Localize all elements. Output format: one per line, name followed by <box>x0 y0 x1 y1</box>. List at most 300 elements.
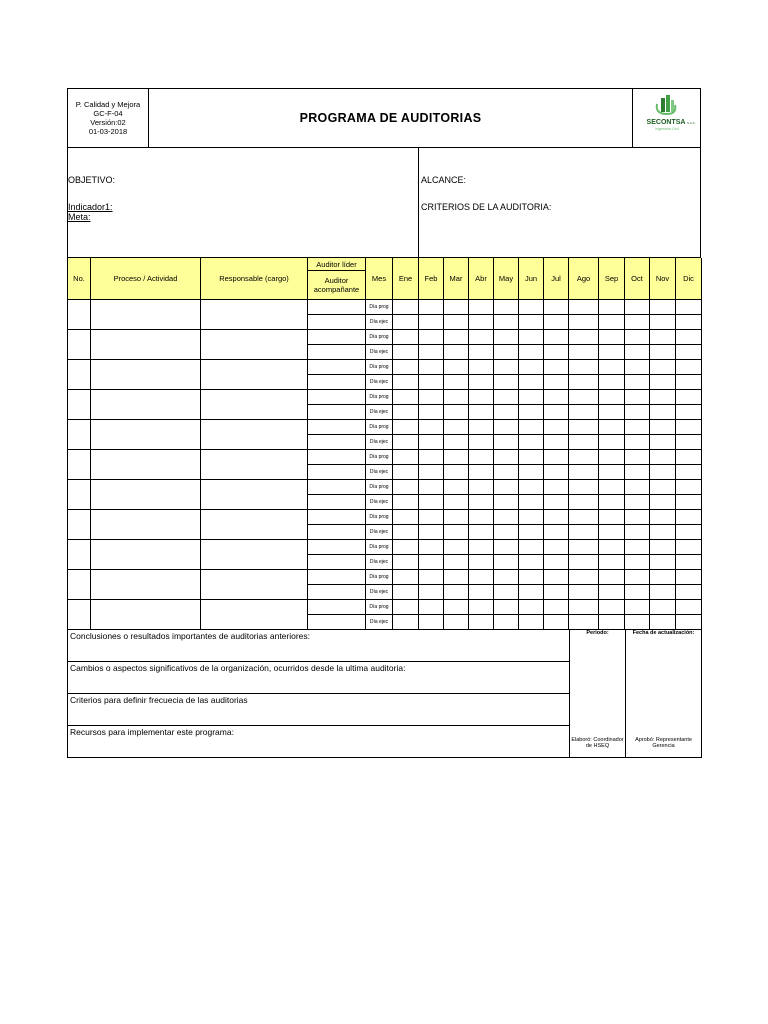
month-cell[interactable] <box>544 540 569 555</box>
month-cell[interactable] <box>519 555 544 570</box>
month-cell[interactable] <box>519 300 544 315</box>
month-cell[interactable] <box>625 330 650 345</box>
month-cell[interactable] <box>519 330 544 345</box>
month-cell[interactable] <box>469 510 494 525</box>
month-cell[interactable] <box>625 300 650 315</box>
auditor-acompanante-cell[interactable] <box>308 555 366 570</box>
month-cell[interactable] <box>599 540 625 555</box>
month-cell[interactable] <box>444 555 469 570</box>
month-cell[interactable] <box>494 555 519 570</box>
month-cell[interactable] <box>625 405 650 420</box>
proceso-cell[interactable] <box>91 450 201 480</box>
responsable-cell[interactable] <box>201 420 308 450</box>
month-cell[interactable] <box>676 585 702 600</box>
month-cell[interactable] <box>569 600 599 615</box>
month-cell[interactable] <box>676 390 702 405</box>
month-cell[interactable] <box>625 315 650 330</box>
month-cell[interactable] <box>444 495 469 510</box>
month-cell[interactable] <box>393 480 419 495</box>
month-cell[interactable] <box>419 570 444 585</box>
month-cell[interactable] <box>676 315 702 330</box>
responsable-cell[interactable] <box>201 600 308 630</box>
month-cell[interactable] <box>444 390 469 405</box>
month-cell[interactable] <box>676 450 702 465</box>
month-cell[interactable] <box>519 465 544 480</box>
month-cell[interactable] <box>444 360 469 375</box>
month-cell[interactable] <box>494 525 519 540</box>
auditor-lider-cell[interactable] <box>308 480 366 495</box>
auditor-acompanante-cell[interactable] <box>308 375 366 390</box>
month-cell[interactable] <box>569 555 599 570</box>
month-cell[interactable] <box>393 570 419 585</box>
month-cell[interactable] <box>469 390 494 405</box>
month-cell[interactable] <box>544 330 569 345</box>
month-cell[interactable] <box>393 420 419 435</box>
month-cell[interactable] <box>569 300 599 315</box>
month-cell[interactable] <box>419 435 444 450</box>
row-number-cell[interactable] <box>68 420 91 450</box>
month-cell[interactable] <box>676 525 702 540</box>
month-cell[interactable] <box>650 555 676 570</box>
month-cell[interactable] <box>676 540 702 555</box>
month-cell[interactable] <box>444 450 469 465</box>
month-cell[interactable] <box>650 345 676 360</box>
month-cell[interactable] <box>650 300 676 315</box>
month-cell[interactable] <box>544 390 569 405</box>
month-cell[interactable] <box>419 615 444 630</box>
month-cell[interactable] <box>494 585 519 600</box>
month-cell[interactable] <box>544 420 569 435</box>
month-cell[interactable] <box>599 315 625 330</box>
auditor-acompanante-cell[interactable] <box>308 465 366 480</box>
month-cell[interactable] <box>569 525 599 540</box>
auditor-acompanante-cell[interactable] <box>308 315 366 330</box>
month-cell[interactable] <box>444 465 469 480</box>
month-cell[interactable] <box>569 450 599 465</box>
proceso-cell[interactable] <box>91 300 201 330</box>
month-cell[interactable] <box>469 300 494 315</box>
month-cell[interactable] <box>676 480 702 495</box>
month-cell[interactable] <box>676 300 702 315</box>
month-cell[interactable] <box>393 555 419 570</box>
month-cell[interactable] <box>419 510 444 525</box>
month-cell[interactable] <box>469 600 494 615</box>
month-cell[interactable] <box>393 465 419 480</box>
month-cell[interactable] <box>599 360 625 375</box>
row-number-cell[interactable] <box>68 510 91 540</box>
month-cell[interactable] <box>676 375 702 390</box>
month-cell[interactable] <box>469 540 494 555</box>
month-cell[interactable] <box>650 465 676 480</box>
month-cell[interactable] <box>419 480 444 495</box>
month-cell[interactable] <box>676 570 702 585</box>
month-cell[interactable] <box>625 615 650 630</box>
month-cell[interactable] <box>494 360 519 375</box>
responsable-cell[interactable] <box>201 510 308 540</box>
month-cell[interactable] <box>599 600 625 615</box>
month-cell[interactable] <box>494 345 519 360</box>
auditor-lider-cell[interactable] <box>308 450 366 465</box>
month-cell[interactable] <box>444 435 469 450</box>
auditor-lider-cell[interactable] <box>308 540 366 555</box>
month-cell[interactable] <box>419 465 444 480</box>
month-cell[interactable] <box>569 465 599 480</box>
month-cell[interactable] <box>519 405 544 420</box>
month-cell[interactable] <box>625 555 650 570</box>
month-cell[interactable] <box>469 405 494 420</box>
month-cell[interactable] <box>650 405 676 420</box>
month-cell[interactable] <box>599 450 625 465</box>
month-cell[interactable] <box>393 585 419 600</box>
month-cell[interactable] <box>544 585 569 600</box>
month-cell[interactable] <box>519 510 544 525</box>
month-cell[interactable] <box>419 375 444 390</box>
row-number-cell[interactable] <box>68 390 91 420</box>
month-cell[interactable] <box>519 390 544 405</box>
month-cell[interactable] <box>676 465 702 480</box>
month-cell[interactable] <box>469 525 494 540</box>
month-cell[interactable] <box>650 315 676 330</box>
month-cell[interactable] <box>393 525 419 540</box>
row-number-cell[interactable] <box>68 360 91 390</box>
month-cell[interactable] <box>419 420 444 435</box>
month-cell[interactable] <box>519 435 544 450</box>
month-cell[interactable] <box>419 345 444 360</box>
month-cell[interactable] <box>676 435 702 450</box>
month-cell[interactable] <box>569 540 599 555</box>
cambios-field[interactable]: Cambios o aspectos significativos de la organización, ocurridos desde la ultima auditoria: <box>68 662 570 694</box>
month-cell[interactable] <box>544 465 569 480</box>
month-cell[interactable] <box>569 330 599 345</box>
month-cell[interactable] <box>494 420 519 435</box>
month-cell[interactable] <box>494 510 519 525</box>
proceso-cell[interactable] <box>91 390 201 420</box>
auditor-lider-cell[interactable] <box>308 390 366 405</box>
month-cell[interactable] <box>599 420 625 435</box>
month-cell[interactable] <box>599 570 625 585</box>
month-cell[interactable] <box>419 495 444 510</box>
responsable-cell[interactable] <box>201 360 308 390</box>
month-cell[interactable] <box>676 555 702 570</box>
month-cell[interactable] <box>569 570 599 585</box>
month-cell[interactable] <box>676 360 702 375</box>
month-cell[interactable] <box>393 405 419 420</box>
month-cell[interactable] <box>625 570 650 585</box>
month-cell[interactable] <box>494 615 519 630</box>
month-cell[interactable] <box>676 600 702 615</box>
responsable-cell[interactable] <box>201 540 308 570</box>
proceso-cell[interactable] <box>91 540 201 570</box>
month-cell[interactable] <box>494 330 519 345</box>
row-number-cell[interactable] <box>68 450 91 480</box>
month-cell[interactable] <box>650 420 676 435</box>
month-cell[interactable] <box>444 585 469 600</box>
month-cell[interactable] <box>469 330 494 345</box>
auditor-lider-cell[interactable] <box>308 510 366 525</box>
month-cell[interactable] <box>650 330 676 345</box>
month-cell[interactable] <box>419 390 444 405</box>
month-cell[interactable] <box>569 615 599 630</box>
month-cell[interactable] <box>419 540 444 555</box>
month-cell[interactable] <box>444 510 469 525</box>
month-cell[interactable] <box>469 360 494 375</box>
recursos-field[interactable]: Recursos para implementar este programa: <box>68 726 570 758</box>
month-cell[interactable] <box>444 330 469 345</box>
month-cell[interactable] <box>650 585 676 600</box>
month-cell[interactable] <box>469 465 494 480</box>
month-cell[interactable] <box>393 450 419 465</box>
month-cell[interactable] <box>569 390 599 405</box>
month-cell[interactable] <box>519 360 544 375</box>
month-cell[interactable] <box>494 315 519 330</box>
month-cell[interactable] <box>569 420 599 435</box>
month-cell[interactable] <box>650 375 676 390</box>
month-cell[interactable] <box>469 315 494 330</box>
auditor-lider-cell[interactable] <box>308 300 366 315</box>
month-cell[interactable] <box>625 450 650 465</box>
auditor-acompanante-cell[interactable] <box>308 495 366 510</box>
month-cell[interactable] <box>544 480 569 495</box>
month-cell[interactable] <box>444 420 469 435</box>
month-cell[interactable] <box>599 375 625 390</box>
proceso-cell[interactable] <box>91 570 201 600</box>
criterios-frecuencia-field[interactable]: Criterios para definir frecuecia de las auditorias <box>68 694 570 726</box>
month-cell[interactable] <box>494 405 519 420</box>
month-cell[interactable] <box>519 315 544 330</box>
auditor-lider-cell[interactable] <box>308 600 366 615</box>
month-cell[interactable] <box>625 420 650 435</box>
month-cell[interactable] <box>519 495 544 510</box>
month-cell[interactable] <box>676 495 702 510</box>
month-cell[interactable] <box>599 480 625 495</box>
month-cell[interactable] <box>544 495 569 510</box>
month-cell[interactable] <box>599 345 625 360</box>
month-cell[interactable] <box>393 510 419 525</box>
row-number-cell[interactable] <box>68 330 91 360</box>
month-cell[interactable] <box>625 465 650 480</box>
responsable-cell[interactable] <box>201 450 308 480</box>
proceso-cell[interactable] <box>91 480 201 510</box>
month-cell[interactable] <box>393 390 419 405</box>
month-cell[interactable] <box>393 435 419 450</box>
month-cell[interactable] <box>544 570 569 585</box>
auditor-lider-cell[interactable] <box>308 330 366 345</box>
month-cell[interactable] <box>650 510 676 525</box>
month-cell[interactable] <box>444 600 469 615</box>
month-cell[interactable] <box>650 615 676 630</box>
month-cell[interactable] <box>676 420 702 435</box>
month-cell[interactable] <box>419 315 444 330</box>
month-cell[interactable] <box>599 555 625 570</box>
month-cell[interactable] <box>494 540 519 555</box>
month-cell[interactable] <box>569 435 599 450</box>
month-cell[interactable] <box>599 330 625 345</box>
responsable-cell[interactable] <box>201 570 308 600</box>
month-cell[interactable] <box>419 360 444 375</box>
month-cell[interactable] <box>569 480 599 495</box>
auditor-acompanante-cell[interactable] <box>308 525 366 540</box>
month-cell[interactable] <box>519 570 544 585</box>
month-cell[interactable] <box>544 555 569 570</box>
month-cell[interactable] <box>599 300 625 315</box>
row-number-cell[interactable] <box>68 600 91 630</box>
month-cell[interactable] <box>676 510 702 525</box>
auditor-acompanante-cell[interactable] <box>308 615 366 630</box>
month-cell[interactable] <box>519 615 544 630</box>
month-cell[interactable] <box>625 360 650 375</box>
month-cell[interactable] <box>599 390 625 405</box>
month-cell[interactable] <box>519 420 544 435</box>
month-cell[interactable] <box>393 360 419 375</box>
month-cell[interactable] <box>469 495 494 510</box>
month-cell[interactable] <box>519 585 544 600</box>
responsable-cell[interactable] <box>201 330 308 360</box>
month-cell[interactable] <box>419 300 444 315</box>
month-cell[interactable] <box>569 345 599 360</box>
month-cell[interactable] <box>544 375 569 390</box>
month-cell[interactable] <box>494 465 519 480</box>
auditor-lider-cell[interactable] <box>308 570 366 585</box>
month-cell[interactable] <box>544 450 569 465</box>
month-cell[interactable] <box>469 555 494 570</box>
month-cell[interactable] <box>544 510 569 525</box>
auditor-lider-cell[interactable] <box>308 360 366 375</box>
month-cell[interactable] <box>625 525 650 540</box>
month-cell[interactable] <box>676 345 702 360</box>
month-cell[interactable] <box>650 495 676 510</box>
month-cell[interactable] <box>393 345 419 360</box>
month-cell[interactable] <box>469 435 494 450</box>
month-cell[interactable] <box>544 435 569 450</box>
month-cell[interactable] <box>393 495 419 510</box>
month-cell[interactable] <box>625 510 650 525</box>
auditor-acompanante-cell[interactable] <box>308 345 366 360</box>
month-cell[interactable] <box>625 585 650 600</box>
month-cell[interactable] <box>444 405 469 420</box>
row-number-cell[interactable] <box>68 570 91 600</box>
month-cell[interactable] <box>519 540 544 555</box>
month-cell[interactable] <box>494 390 519 405</box>
month-cell[interactable] <box>676 405 702 420</box>
month-cell[interactable] <box>569 360 599 375</box>
month-cell[interactable] <box>650 600 676 615</box>
auditor-acompanante-cell[interactable] <box>308 585 366 600</box>
month-cell[interactable] <box>544 405 569 420</box>
month-cell[interactable] <box>569 585 599 600</box>
month-cell[interactable] <box>444 570 469 585</box>
month-cell[interactable] <box>625 345 650 360</box>
row-number-cell[interactable] <box>68 300 91 330</box>
month-cell[interactable] <box>544 315 569 330</box>
month-cell[interactable] <box>544 360 569 375</box>
month-cell[interactable] <box>569 315 599 330</box>
proceso-cell[interactable] <box>91 600 201 630</box>
month-cell[interactable] <box>599 435 625 450</box>
month-cell[interactable] <box>393 600 419 615</box>
month-cell[interactable] <box>419 585 444 600</box>
month-cell[interactable] <box>519 600 544 615</box>
month-cell[interactable] <box>569 375 599 390</box>
month-cell[interactable] <box>469 480 494 495</box>
proceso-cell[interactable] <box>91 510 201 540</box>
month-cell[interactable] <box>544 525 569 540</box>
month-cell[interactable] <box>625 435 650 450</box>
month-cell[interactable] <box>519 375 544 390</box>
month-cell[interactable] <box>599 510 625 525</box>
month-cell[interactable] <box>650 435 676 450</box>
conclusiones-field[interactable]: Conclusiones o resultados importantes de auditorias anteriores: <box>68 630 570 662</box>
month-cell[interactable] <box>393 315 419 330</box>
responsable-cell[interactable] <box>201 480 308 510</box>
month-cell[interactable] <box>625 495 650 510</box>
month-cell[interactable] <box>469 420 494 435</box>
month-cell[interactable] <box>569 510 599 525</box>
month-cell[interactable] <box>650 540 676 555</box>
month-cell[interactable] <box>599 495 625 510</box>
month-cell[interactable] <box>393 615 419 630</box>
month-cell[interactable] <box>650 360 676 375</box>
month-cell[interactable] <box>676 330 702 345</box>
month-cell[interactable] <box>494 495 519 510</box>
month-cell[interactable] <box>444 540 469 555</box>
month-cell[interactable] <box>494 570 519 585</box>
auditor-acompanante-cell[interactable] <box>308 405 366 420</box>
month-cell[interactable] <box>419 525 444 540</box>
row-number-cell[interactable] <box>68 540 91 570</box>
month-cell[interactable] <box>469 615 494 630</box>
month-cell[interactable] <box>393 330 419 345</box>
month-cell[interactable] <box>544 300 569 315</box>
month-cell[interactable] <box>444 375 469 390</box>
month-cell[interactable] <box>519 525 544 540</box>
month-cell[interactable] <box>650 450 676 465</box>
month-cell[interactable] <box>393 375 419 390</box>
month-cell[interactable] <box>625 600 650 615</box>
month-cell[interactable] <box>444 480 469 495</box>
month-cell[interactable] <box>519 480 544 495</box>
month-cell[interactable] <box>494 375 519 390</box>
month-cell[interactable] <box>494 600 519 615</box>
month-cell[interactable] <box>494 480 519 495</box>
month-cell[interactable] <box>544 600 569 615</box>
row-number-cell[interactable] <box>68 480 91 510</box>
month-cell[interactable] <box>599 525 625 540</box>
month-cell[interactable] <box>625 540 650 555</box>
proceso-cell[interactable] <box>91 360 201 390</box>
month-cell[interactable] <box>469 570 494 585</box>
month-cell[interactable] <box>519 345 544 360</box>
month-cell[interactable] <box>419 405 444 420</box>
month-cell[interactable] <box>650 525 676 540</box>
month-cell[interactable] <box>650 390 676 405</box>
month-cell[interactable] <box>469 585 494 600</box>
month-cell[interactable] <box>569 405 599 420</box>
month-cell[interactable] <box>393 540 419 555</box>
month-cell[interactable] <box>494 300 519 315</box>
month-cell[interactable] <box>469 450 494 465</box>
month-cell[interactable] <box>444 315 469 330</box>
month-cell[interactable] <box>444 525 469 540</box>
month-cell[interactable] <box>519 450 544 465</box>
proceso-cell[interactable] <box>91 330 201 360</box>
month-cell[interactable] <box>599 465 625 480</box>
auditor-lider-cell[interactable] <box>308 420 366 435</box>
month-cell[interactable] <box>469 345 494 360</box>
month-cell[interactable] <box>599 585 625 600</box>
month-cell[interactable] <box>494 450 519 465</box>
responsable-cell[interactable] <box>201 300 308 330</box>
month-cell[interactable] <box>419 555 444 570</box>
